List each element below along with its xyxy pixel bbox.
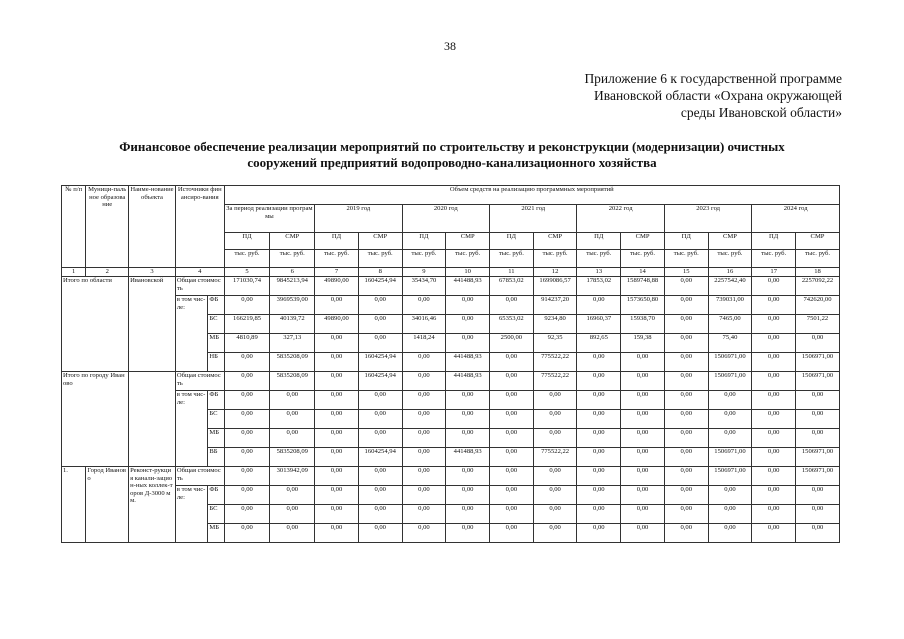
table-cell: 0,00 — [224, 391, 270, 410]
table-cell: 0,00 — [621, 353, 665, 372]
column-number: 17 — [752, 268, 796, 277]
total-cost-label: Общая стоимость — [175, 372, 224, 391]
table-cell: 0,00 — [664, 505, 708, 524]
table-cell: 0,00 — [577, 467, 621, 486]
table-cell: 0,00 — [315, 524, 359, 543]
table-cell: 0,00 — [358, 410, 402, 429]
table-cell: 0,00 — [315, 410, 359, 429]
table-cell: 34016,46 — [402, 315, 446, 334]
column-number: 3 — [129, 268, 176, 277]
table-cell: 0,00 — [664, 353, 708, 372]
table-cell: 0,00 — [577, 372, 621, 391]
table-cell: 0,00 — [796, 391, 840, 410]
table-cell: 0,00 — [752, 315, 796, 334]
table-cell: 0,00 — [621, 410, 665, 429]
table-cell: 0,00 — [358, 467, 402, 486]
table-cell: 0,00 — [224, 429, 270, 448]
table-cell: 0,00 — [621, 467, 665, 486]
header-smr: СМР — [621, 233, 665, 250]
table-cell: 0,00 — [402, 429, 446, 448]
table-cell: 441488,93 — [446, 448, 490, 467]
header-smr: СМР — [708, 233, 752, 250]
table-cell: 0,00 — [577, 353, 621, 372]
document-title — [40, 139, 864, 171]
table-cell: 0,00 — [270, 429, 315, 448]
table-cell: 4810,89 — [224, 334, 270, 353]
header-unit: тыс. руб. — [358, 250, 402, 268]
table-cell: 0,00 — [752, 448, 796, 467]
header-unit: тыс. руб. — [315, 250, 359, 268]
table-cell: 0,00 — [752, 410, 796, 429]
header-pd: ПД — [577, 233, 621, 250]
table-cell: 0,00 — [664, 429, 708, 448]
table-cell: 0,00 — [796, 505, 840, 524]
table-cell: 0,00 — [224, 467, 270, 486]
header-volume: Объем средств на реализацию программных мероприятий — [224, 186, 839, 205]
table-cell: 1589748,88 — [621, 277, 665, 296]
header-unit: тыс. руб. — [446, 250, 490, 268]
table-cell: 0,00 — [490, 486, 534, 505]
table-cell: 9234,80 — [533, 315, 577, 334]
table-cell: 92,35 — [533, 334, 577, 353]
table-cell: 0,00 — [533, 429, 577, 448]
financing-table — [61, 185, 840, 543]
header-pd: ПД — [752, 233, 796, 250]
table-cell: 0,00 — [577, 486, 621, 505]
table-cell: 2257092,22 — [796, 277, 840, 296]
appendix-line: Ивановской области «Охрана окружающей — [594, 88, 842, 103]
table-cell: 1506971,00 — [708, 467, 752, 486]
table-cell: 0,00 — [621, 505, 665, 524]
column-number: 6 — [270, 268, 315, 277]
funding-source: БС — [208, 505, 224, 524]
column-number: 7 — [315, 268, 359, 277]
table-cell: 0,00 — [224, 486, 270, 505]
page-number: 38 — [444, 39, 456, 53]
table-cell: 0,00 — [752, 391, 796, 410]
table-cell: 0,00 — [577, 505, 621, 524]
table-cell: 0,00 — [577, 296, 621, 315]
table-cell: 0,00 — [664, 524, 708, 543]
table-cell: 0,00 — [752, 467, 796, 486]
table-cell: 0,00 — [358, 296, 402, 315]
table-cell: 2257542,40 — [708, 277, 752, 296]
table-cell: 5835208,09 — [270, 372, 315, 391]
header-pd: ПД — [402, 233, 446, 250]
table-cell: 914237,20 — [533, 296, 577, 315]
funding-source: ФБ — [208, 486, 224, 505]
table-cell: 0,00 — [446, 505, 490, 524]
column-number: 8 — [358, 268, 402, 277]
table-cell: 0,00 — [490, 429, 534, 448]
header-period: За период реализации программы — [224, 205, 314, 233]
table-body — [62, 268, 840, 543]
table-cell: 0,00 — [664, 391, 708, 410]
table-cell: 0,00 — [446, 296, 490, 315]
funding-source: НБ — [208, 353, 224, 372]
table-row — [62, 372, 840, 391]
column-number: 14 — [621, 268, 665, 277]
table-cell: 0,00 — [664, 277, 708, 296]
table-cell: 775522,22 — [533, 353, 577, 372]
table-cell: 0,00 — [490, 448, 534, 467]
table-cell: 0,00 — [490, 296, 534, 315]
table-cell: 0,00 — [358, 524, 402, 543]
table-cell: 0,00 — [577, 429, 621, 448]
table-cell: 0,00 — [577, 448, 621, 467]
funding-source: ФБ — [208, 391, 224, 410]
table-cell: 0,00 — [664, 448, 708, 467]
header-unit: тыс. руб. — [664, 250, 708, 268]
header-no: № п/п — [62, 186, 86, 268]
table-row — [62, 486, 840, 505]
column-number: 12 — [533, 268, 577, 277]
table-cell: 0,00 — [358, 486, 402, 505]
table-cell: 0,00 — [708, 486, 752, 505]
table-cell: 0,00 — [315, 448, 359, 467]
table-cell: 7501,22 — [796, 315, 840, 334]
table-cell: 0,00 — [664, 467, 708, 486]
appendix-line: Приложение 6 к государственной программе — [584, 71, 842, 86]
table-cell: 0,00 — [796, 410, 840, 429]
table-cell: 0,00 — [446, 429, 490, 448]
table-cell: 0,00 — [752, 296, 796, 315]
funding-source: ВБ — [208, 448, 224, 467]
table-cell: 0,00 — [315, 334, 359, 353]
header-pd: ПД — [224, 233, 270, 250]
table-cell: 0,00 — [664, 315, 708, 334]
table-cell: 0,00 — [270, 524, 315, 543]
table-cell: 0,00 — [490, 372, 534, 391]
object-name — [129, 372, 176, 467]
table-cell: 40139,72 — [270, 315, 315, 334]
column-number: 4 — [175, 268, 224, 277]
column-number: 10 — [446, 268, 490, 277]
appendix-line: среды Ивановской области» — [680, 105, 842, 120]
header-pd: ПД — [315, 233, 359, 250]
including-label: в том чис-ле: — [175, 391, 208, 467]
table-cell: 0,00 — [752, 429, 796, 448]
table-cell: 0,00 — [402, 486, 446, 505]
header-smr: СМР — [796, 233, 840, 250]
title-line: сооружений предприятий водопроводно-канализационного хозяйства — [247, 155, 657, 170]
table-cell: 65353,02 — [490, 315, 534, 334]
table-row — [62, 467, 840, 486]
row-number: 1. — [62, 467, 86, 543]
table-cell: 9845213,94 — [270, 277, 315, 296]
table-cell: 0,00 — [315, 467, 359, 486]
table-cell: 892,65 — [577, 334, 621, 353]
table-cell: 0,00 — [358, 334, 402, 353]
table-cell: 0,00 — [402, 505, 446, 524]
table-cell: 441488,93 — [446, 372, 490, 391]
municipality-name: Город Иваново — [86, 467, 129, 543]
table-row — [62, 296, 840, 315]
table-cell: 327,13 — [270, 334, 315, 353]
table-cell: 0,00 — [402, 296, 446, 315]
appendix-note — [502, 70, 842, 121]
header-pd: ПД — [664, 233, 708, 250]
object-name: Ивановской — [129, 277, 176, 372]
table-cell: 0,00 — [752, 486, 796, 505]
table-cell: 0,00 — [402, 448, 446, 467]
table-cell: 0,00 — [358, 505, 402, 524]
table-cell: 0,00 — [533, 486, 577, 505]
table-cell: 0,00 — [358, 391, 402, 410]
table-cell: 0,00 — [402, 410, 446, 429]
column-number-row — [62, 268, 840, 277]
table-cell: 15938,70 — [621, 315, 665, 334]
column-number: 5 — [224, 268, 270, 277]
column-number: 11 — [490, 268, 534, 277]
table-cell: 0,00 — [270, 486, 315, 505]
column-number: 13 — [577, 268, 621, 277]
table-cell: 0,00 — [490, 467, 534, 486]
table-cell: 171030,74 — [224, 277, 270, 296]
table-cell: 775522,22 — [533, 372, 577, 391]
table-cell: 0,00 — [796, 486, 840, 505]
table-cell: 166219,85 — [224, 315, 270, 334]
total-cost-label: Общая стоимость — [175, 277, 224, 296]
title-line: Финансовое обеспечение реализации мероприятий по строительству и реконструкции (модернизации) очистных — [119, 139, 785, 154]
table-cell: 0,00 — [752, 334, 796, 353]
table-cell: 49890,00 — [315, 277, 359, 296]
table-cell: 1506971,00 — [796, 448, 840, 467]
column-number: 18 — [796, 268, 840, 277]
table-cell: 1506971,00 — [796, 467, 840, 486]
table-cell: 0,00 — [315, 429, 359, 448]
header-source: Источники финансиро-вания — [175, 186, 224, 268]
table-cell: 75,40 — [708, 334, 752, 353]
table-cell: 0,00 — [446, 315, 490, 334]
table-cell: 35434,70 — [402, 277, 446, 296]
table-cell: 0,00 — [577, 410, 621, 429]
header-period: 2020 год — [402, 205, 489, 233]
table-cell: 0,00 — [315, 486, 359, 505]
table-cell: 0,00 — [224, 524, 270, 543]
table-cell: 0,00 — [708, 391, 752, 410]
table-cell: 1699086,57 — [533, 277, 577, 296]
table-cell: 0,00 — [664, 296, 708, 315]
column-number: 16 — [708, 268, 752, 277]
table-cell: 1604254,94 — [358, 353, 402, 372]
header-period: 2019 год — [315, 205, 402, 233]
table-row — [62, 391, 840, 410]
table-cell: 0,00 — [796, 429, 840, 448]
table-header — [62, 186, 840, 268]
including-label: в том чис-ле: — [175, 296, 208, 372]
header-smr: СМР — [358, 233, 402, 250]
table-cell: 0,00 — [270, 391, 315, 410]
table-cell: 0,00 — [270, 410, 315, 429]
table-cell: 0,00 — [490, 505, 534, 524]
object-name: Реконст-рукция канали-зацион-ных коллек-торов Д-3000 мм. — [129, 467, 176, 543]
table-cell: 2500,00 — [490, 334, 534, 353]
table-cell: 0,00 — [577, 391, 621, 410]
table-cell: 0,00 — [796, 524, 840, 543]
table-cell: 5835208,09 — [270, 448, 315, 467]
table-cell: 0,00 — [224, 410, 270, 429]
table-cell: 0,00 — [358, 315, 402, 334]
table-cell: 0,00 — [315, 505, 359, 524]
header-period: 2022 год — [577, 205, 664, 233]
table-cell: 1506971,00 — [796, 353, 840, 372]
table-cell: 0,00 — [224, 372, 270, 391]
table-cell: 0,00 — [224, 448, 270, 467]
table-cell: 1604254,94 — [358, 372, 402, 391]
header-unit: тыс. руб. — [752, 250, 796, 268]
block-label: Итого по городу Иваново — [62, 372, 129, 467]
total-cost-label: Общая стоимость — [175, 467, 224, 486]
table-cell: 0,00 — [752, 353, 796, 372]
header-period: 2023 год — [664, 205, 751, 233]
table-cell: 0,00 — [621, 391, 665, 410]
table-cell: 0,00 — [402, 467, 446, 486]
table-cell: 0,00 — [402, 391, 446, 410]
table-row — [62, 277, 840, 296]
table-cell: 0,00 — [315, 391, 359, 410]
table-cell: 0,00 — [577, 524, 621, 543]
table-cell: 0,00 — [446, 410, 490, 429]
table-cell: 0,00 — [315, 372, 359, 391]
table-cell: 1506971,00 — [708, 448, 752, 467]
header-pd: ПД — [490, 233, 534, 250]
table-cell: 1604254,94 — [358, 448, 402, 467]
table-cell: 0,00 — [490, 353, 534, 372]
funding-source: МБ — [208, 524, 224, 543]
header-object: Наиме-нование объекта — [129, 186, 176, 268]
column-number: 1 — [62, 268, 86, 277]
funding-source: ФБ — [208, 296, 224, 315]
table-cell: 3013942,09 — [270, 467, 315, 486]
table-cell: 0,00 — [315, 353, 359, 372]
column-number: 9 — [402, 268, 446, 277]
table-cell: 0,00 — [752, 524, 796, 543]
column-number: 2 — [86, 268, 129, 277]
header-unit: тыс. руб. — [577, 250, 621, 268]
header-unit: тыс. руб. — [533, 250, 577, 268]
header-unit: тыс. руб. — [708, 250, 752, 268]
table-cell: 0,00 — [446, 391, 490, 410]
header-period: 2021 год — [490, 205, 577, 233]
table-cell: 0,00 — [490, 524, 534, 543]
header-smr: СМР — [446, 233, 490, 250]
table-cell: 0,00 — [621, 524, 665, 543]
including-label: в том чис-ле: — [175, 486, 208, 543]
table-cell: 739031,00 — [708, 296, 752, 315]
funding-source: БС — [208, 315, 224, 334]
table-cell: 0,00 — [224, 353, 270, 372]
table-cell: 0,00 — [796, 334, 840, 353]
table-cell: 3969539,00 — [270, 296, 315, 315]
table-cell: 441488,93 — [446, 353, 490, 372]
table-cell: 0,00 — [752, 505, 796, 524]
header-smr: СМР — [270, 233, 315, 250]
table-cell: 0,00 — [752, 277, 796, 296]
table-cell: 0,00 — [533, 467, 577, 486]
table-cell: 0,00 — [708, 410, 752, 429]
table-cell: 0,00 — [708, 505, 752, 524]
header-smr: СМР — [533, 233, 577, 250]
funding-source: БС — [208, 410, 224, 429]
table-cell: 49890,00 — [315, 315, 359, 334]
table-cell: 0,00 — [533, 505, 577, 524]
funding-source: МБ — [208, 334, 224, 353]
column-number: 15 — [664, 268, 708, 277]
table-cell: 0,00 — [533, 410, 577, 429]
table-cell: 1506971,00 — [708, 372, 752, 391]
table-cell: 775522,22 — [533, 448, 577, 467]
table-cell: 1604254,94 — [358, 277, 402, 296]
table-cell: 1506971,00 — [796, 372, 840, 391]
table-cell: 16960,37 — [577, 315, 621, 334]
header-unit: тыс. руб. — [796, 250, 840, 268]
table-cell: 0,00 — [224, 505, 270, 524]
table-cell: 441488,93 — [446, 277, 490, 296]
table-cell: 0,00 — [708, 524, 752, 543]
table-cell: 1573650,80 — [621, 296, 665, 315]
table-cell: 0,00 — [533, 391, 577, 410]
table-cell: 0,00 — [533, 524, 577, 543]
table-cell: 0,00 — [490, 391, 534, 410]
funding-source: МБ — [208, 429, 224, 448]
table-cell: 0,00 — [490, 410, 534, 429]
table-cell: 67853,02 — [490, 277, 534, 296]
table-cell: 0,00 — [708, 429, 752, 448]
table-cell: 0,00 — [224, 296, 270, 315]
table-cell: 0,00 — [446, 524, 490, 543]
table-cell: 0,00 — [664, 334, 708, 353]
table-cell: 5835208,09 — [270, 353, 315, 372]
header-unit: тыс. руб. — [270, 250, 315, 268]
table-cell: 0,00 — [664, 372, 708, 391]
header-unit: тыс. руб. — [621, 250, 665, 268]
table-cell: 0,00 — [621, 372, 665, 391]
table-cell: 1506971,00 — [708, 353, 752, 372]
table-cell: 0,00 — [446, 334, 490, 353]
block-label: Итого по области — [62, 277, 129, 372]
table-cell: 0,00 — [402, 372, 446, 391]
table-cell: 0,00 — [664, 410, 708, 429]
table-cell: 0,00 — [358, 429, 402, 448]
header-unit: тыс. руб. — [490, 250, 534, 268]
table-cell: 742620,00 — [796, 296, 840, 315]
table-cell: 0,00 — [446, 486, 490, 505]
table-cell: 7465,00 — [708, 315, 752, 334]
table-cell: 1418,24 — [402, 334, 446, 353]
table-cell: 0,00 — [621, 429, 665, 448]
table-cell: 0,00 — [446, 467, 490, 486]
header-period: 2024 год — [752, 205, 840, 233]
table-cell: 0,00 — [752, 372, 796, 391]
table-cell: 0,00 — [402, 353, 446, 372]
table-cell: 0,00 — [315, 296, 359, 315]
table-cell: 17853,02 — [577, 277, 621, 296]
table-cell: 0,00 — [664, 486, 708, 505]
table-cell: 159,38 — [621, 334, 665, 353]
table-cell: 0,00 — [621, 486, 665, 505]
table-cell: 0,00 — [270, 505, 315, 524]
table-cell: 0,00 — [621, 448, 665, 467]
header-unit: тыс. руб. — [402, 250, 446, 268]
header-municipality: Муници-пальное образова ние — [86, 186, 129, 268]
table-cell: 0,00 — [402, 524, 446, 543]
header-unit: тыс. руб. — [224, 250, 270, 268]
